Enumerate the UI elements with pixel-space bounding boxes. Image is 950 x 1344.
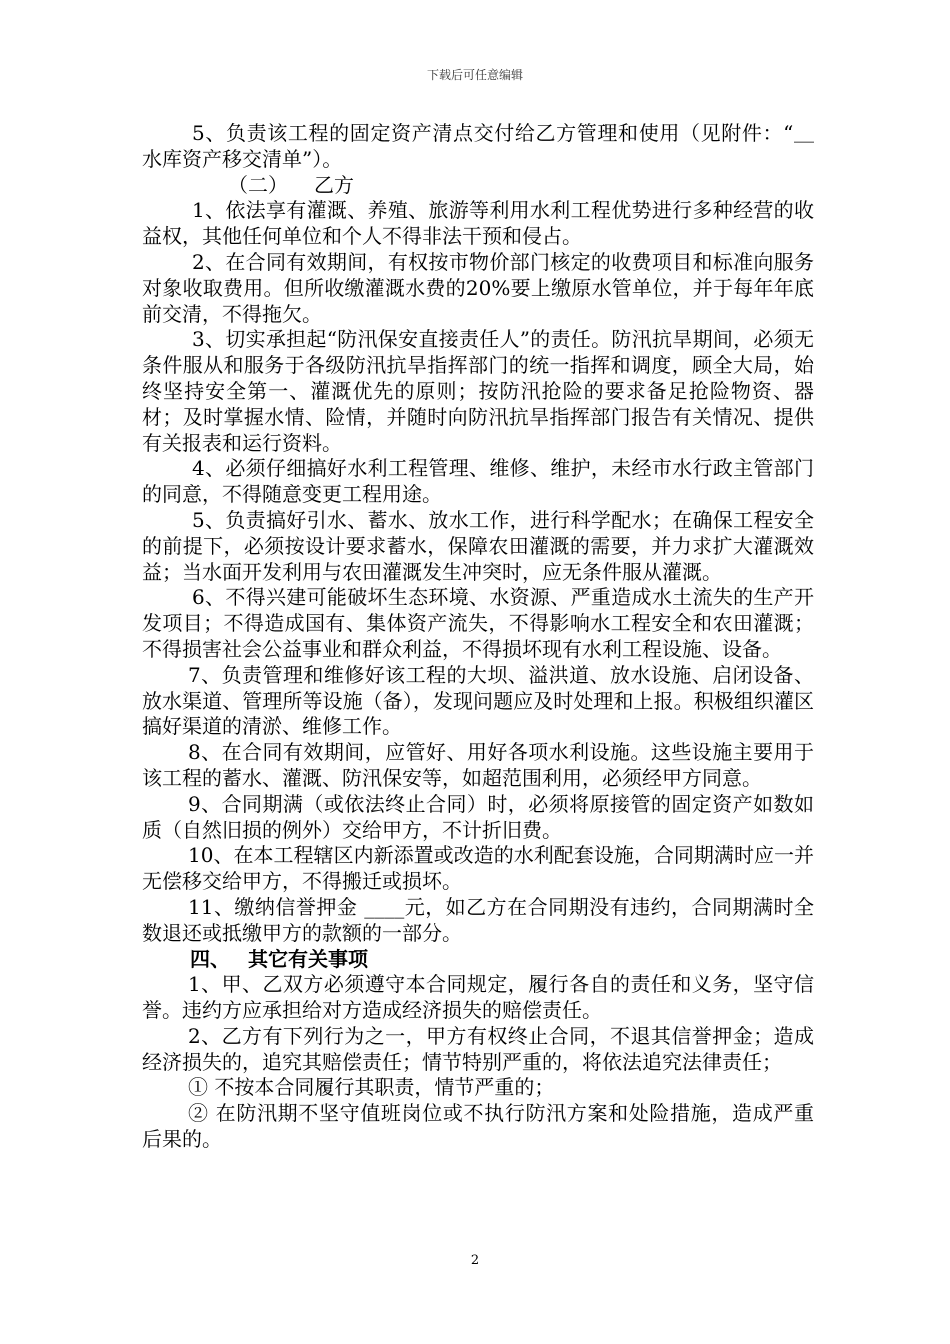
subsection-number: （二）: [228, 172, 288, 197]
paragraph-b8: 8、在合同有效期间，应管好、用好各项水利设施。这些设施主要用于该工程的蓄水、灌溉、防汛保安等，如超范围利用，必须经甲方同意。: [142, 740, 814, 790]
paragraph-c1: 1、甲、乙双方必须遵守本合同规定，履行各自的责任和义务，坚守信誉。违约方应承担给对方造成经济损失的赔偿责任。: [142, 972, 814, 1023]
section-number: 四、: [190, 946, 230, 971]
paragraph-c2: 2、乙方有下列行为之一，甲方有权终止合同，不退其信誉押金；造成经济损失的，追究其赔偿责任；情节特别严重的，将依法追究法律责任；: [142, 1023, 814, 1074]
paragraph-b11: 11、缴纳信誉押金 ____元，如乙方在合同期没有违约，合同期满时全数退还或抵缴甲方的款额的一部分。: [142, 894, 814, 945]
paragraph-a5: 5、负责该工程的固定资产清点交付给乙方管理和使用（见附件：“＿水库资产移交清单”）。: [142, 121, 814, 171]
paragraph-b4: 4、必须仔细搞好水利工程管理、维修、维护，未经市水行政主管部门的同意，不得随意变更工程用途。: [142, 456, 814, 507]
page-number: 2: [470, 1253, 480, 1268]
paragraph-b10: 10、在本工程辖区内新添置或改造的水利配套设施，合同期满时应一并无偿移交给甲方，不得搬迁或损坏。: [142, 843, 814, 894]
list-item-2: ② 在防汛期不坚守值班岗位或不执行防汛方案和处险措施，造成严重后果的。: [142, 1101, 814, 1152]
subsection-heading: [142, 173, 814, 199]
paragraph-b1: 1、依法享有灌溉、养殖、旅游等利用水利工程优势进行多种经营的收益权，其他任何单位和个人不得非法干预和侵占。: [142, 198, 814, 249]
document-body: [142, 121, 814, 1153]
paragraph-b5: 5、负责搞好引水、蓄水、放水工作，进行科学配水；在确保工程安全的前提下，必须按设计要求蓄水，保障农田灌溉的需要，并力求扩大灌溉效益；当水面开发利用与农田灌溉发生冲突时，应无条件服从灌溉。: [142, 507, 814, 584]
section-title: 其它有关事项: [248, 946, 368, 971]
section-heading: [142, 947, 814, 973]
page-header: 下载后可任意编辑: [426, 68, 523, 82]
list-item-1: ① 不按本合同履行其职责，情节严重的；: [188, 1075, 555, 1100]
subsection-title: 乙方: [314, 172, 354, 197]
paragraph-b6: 6、不得兴建可能破坏生态环境、水资源、严重造成水土流失的生产开发项目；不得造成国有、集体资产流失，不得影响水工程安全和农田灌溉；不得损害社会公益事业和群众利益，不得损坏现有水利工程设施、设备。: [142, 585, 814, 661]
paragraph-b9: 9、合同期满（或依法终止合同）时，必须将原接管的固定资产如数如质（自然旧损的例外）交给甲方，不计折旧费。: [142, 791, 814, 842]
paragraph-b3: 3、切实承担起“防汛保安直接责任人”的责任。防汛抗旱期间，必须无条件服从和服务于各级防汛抗旱指挥部门的统一指挥和调度，顾全大局，始终坚持安全第一、灌溉优先的原则；按防汛抢险的要求备足抢险物资、器材；及时掌握水情、险情，并随时向防汛抗旱指挥部门报告有关情况、提供有关报表和运行资料。: [142, 327, 814, 455]
paragraph-b2: 2、在合同有效期间，有权按市物价部门核定的收费项目和标准向服务对象收取费用。但所收缴灌溉水费的20%要上缴原水管单位，并于每年年底前交清，不得拖欠。: [142, 249, 814, 326]
paragraph-b7: 7、负责管理和维修好该工程的大坝、溢洪道、放水设施、启闭设备、放水渠道、管理所等设施（备），发现问题应及时处理和上报。积极组织灌区搞好渠道的清淤、维修工作。: [142, 662, 814, 739]
